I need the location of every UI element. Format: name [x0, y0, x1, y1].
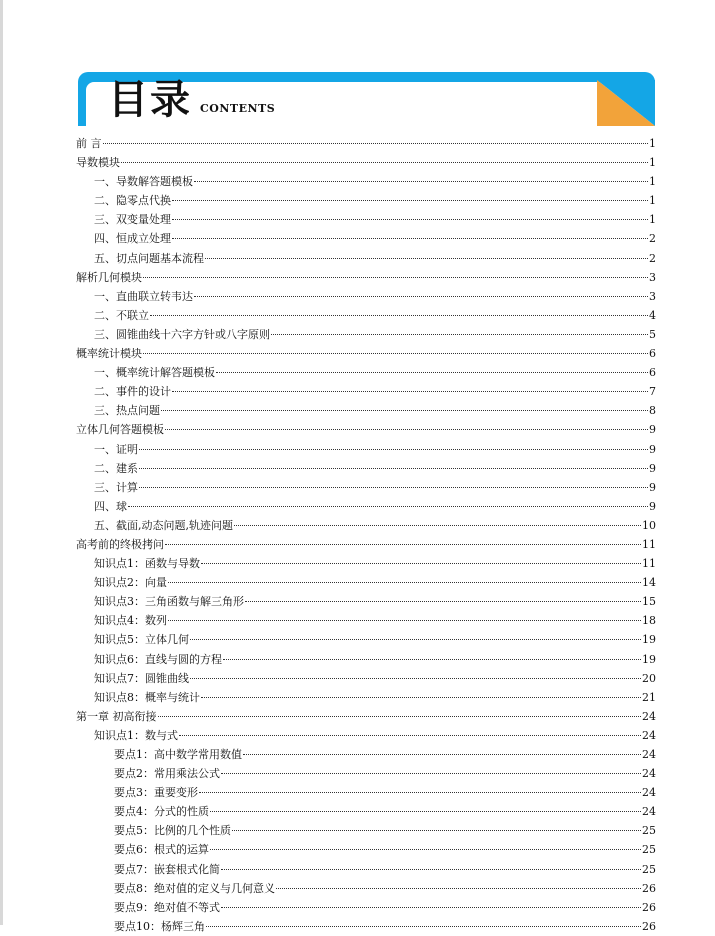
- toc-entry-label: 三、圆锥曲线十六字方针或八字原则: [94, 327, 270, 341]
- toc-entry[interactable]: [76, 382, 656, 401]
- toc-entry[interactable]: [76, 363, 656, 382]
- toc-entry[interactable]: [76, 535, 656, 554]
- toc-entry-label: 要点1：高中数学常用数值: [114, 748, 242, 761]
- toc-dot-leader: [103, 143, 649, 144]
- toc-dot-leader: [128, 506, 648, 507]
- toc-dot-leader: [139, 468, 648, 469]
- toc-entry-page: 4: [649, 308, 656, 322]
- toc-entry[interactable]: [76, 401, 656, 420]
- toc-dot-leader: [139, 487, 648, 488]
- toc-dot-leader: [206, 926, 641, 927]
- toc-dot-leader: [210, 811, 641, 812]
- toc-dot-leader: [271, 334, 648, 335]
- toc-entry-page: 5: [649, 327, 656, 341]
- toc-entry-label: 高考前的终极拷问: [76, 537, 164, 551]
- toc-entry-label: 导数模块: [76, 156, 120, 170]
- toc-entry-label: 二、建系: [94, 461, 138, 475]
- toc-entry-page: 8: [649, 404, 656, 418]
- toc-entry[interactable]: [76, 153, 656, 172]
- toc-entry-page: 19: [642, 633, 656, 647]
- toc-dot-leader: [221, 907, 641, 908]
- toc-entry-label: 三、热点问题: [94, 404, 160, 418]
- toc-entry-label: 一、证明: [94, 442, 138, 456]
- toc-dot-leader: [165, 544, 641, 545]
- toc-entry-page: 2: [649, 232, 656, 246]
- toc-entry-label: 二、隐零点代换: [94, 194, 171, 208]
- toc-entry-page: 1: [649, 175, 656, 189]
- toc-dot-leader: [223, 659, 641, 660]
- toc-entry-page: 3: [649, 289, 656, 303]
- toc-entry-label: 要点10：杨辉三角: [114, 919, 205, 933]
- toc-entry-page: 15: [642, 595, 656, 609]
- toc-entry[interactable]: [76, 497, 656, 516]
- toc-entry-label: 立体几何答题模板: [76, 423, 164, 437]
- toc-entry-label: 五、切点问题基本流程: [94, 251, 204, 265]
- page-edge: [0, 0, 3, 925]
- toc-entry-label: 二、事件的设计: [94, 385, 171, 399]
- toc-dot-leader: [232, 830, 641, 831]
- toc-dot-leader: [172, 200, 648, 201]
- toc-entry[interactable]: [76, 191, 656, 210]
- toc-entry-page: 19: [642, 652, 656, 666]
- toc-entry-page: 1: [649, 194, 656, 208]
- toc-entry-page: 11: [642, 557, 656, 571]
- toc-entry-page: 9: [649, 480, 656, 494]
- toc-entry-page: 24: [642, 748, 656, 761]
- toc-entry-label: 知识点1：函数与导数: [94, 557, 200, 571]
- toc-entry-page: 9: [649, 423, 656, 437]
- toc-entry-label: 知识点7：圆锥曲线: [94, 671, 189, 685]
- toc-entry-label: 二、不联立: [94, 308, 149, 322]
- toc-entry[interactable]: [76, 707, 656, 726]
- toc-entry-page: 9: [649, 499, 656, 513]
- toc-entry[interactable]: [76, 783, 656, 802]
- toc-dot-leader: [161, 410, 648, 411]
- toc-entry-page: 26: [642, 919, 656, 933]
- toc-dot-leader: [205, 258, 648, 259]
- toc-entry-page: 6: [649, 366, 656, 380]
- toc-entry-label: 一、直曲联立转韦达: [94, 289, 193, 303]
- toc-entry-page: 25: [642, 824, 656, 838]
- toc-entry-page: 1: [649, 156, 656, 170]
- toc-entry-label: 四、恒成立处理: [94, 232, 171, 246]
- toc-entry-label: 知识点4：数列: [94, 614, 167, 628]
- toc-dot-leader: [245, 601, 641, 602]
- toc-entry-label: 要点2：常用乘法公式: [114, 767, 220, 781]
- toc-entry[interactable]: [76, 592, 656, 611]
- toc-entry-page: 9: [649, 442, 656, 456]
- toc-entry[interactable]: [76, 268, 656, 287]
- toc-entry[interactable]: [76, 440, 656, 459]
- toc-entry[interactable]: [76, 478, 656, 497]
- toc-dot-leader: [168, 620, 641, 621]
- toc-entry-page: 20: [642, 671, 656, 685]
- toc-entry-label: 知识点3：三角函数与解三角形: [94, 595, 244, 609]
- toc-dot-leader: [194, 181, 648, 182]
- toc-dot-leader: [172, 238, 648, 239]
- toc-dot-leader: [201, 697, 641, 698]
- toc-dot-leader: [190, 639, 641, 640]
- toc-entry[interactable]: [76, 764, 656, 783]
- toc-entry[interactable]: [76, 420, 656, 439]
- toc-entry-label: 一、概率统计解答题模板: [94, 366, 215, 380]
- toc-dot-leader: [221, 869, 641, 870]
- toc-entry[interactable]: [76, 229, 656, 248]
- toc-entry[interactable]: [76, 306, 656, 325]
- toc-entry-label: 要点3：重要变形: [114, 786, 198, 800]
- toc-entry[interactable]: [76, 573, 656, 592]
- toc-dot-leader: [172, 391, 648, 392]
- toc-entry[interactable]: [76, 879, 656, 898]
- toc-entry-label: 一、导数解答题模板: [94, 175, 193, 189]
- toc-dot-leader: [158, 716, 642, 717]
- toc-entry-label: 知识点1：数与式: [94, 728, 178, 742]
- toc-dot-leader: [150, 315, 648, 316]
- toc-entry[interactable]: [76, 630, 656, 649]
- toc-entry-page: 26: [642, 900, 656, 914]
- toc-dot-leader: [199, 792, 641, 793]
- toc-entry[interactable]: [76, 650, 656, 669]
- toc-entry-label: 第一章 初高衔接: [76, 709, 157, 723]
- toc-entry-page: 3: [649, 270, 656, 284]
- toc-entry-page: 18: [642, 614, 656, 628]
- toc-entry-page: 25: [642, 862, 656, 876]
- toc-entry-page: 11: [642, 537, 656, 551]
- toc-entry-page: 21: [642, 690, 656, 704]
- toc-dot-leader: [165, 429, 648, 430]
- toc-entry[interactable]: [76, 860, 656, 879]
- toc-entry-label: 要点8：绝对值的定义与几何意义: [114, 881, 275, 895]
- toc-entry[interactable]: [76, 325, 656, 344]
- toc-dot-leader: [139, 449, 648, 450]
- toc-entry-label: 解析几何模块: [76, 270, 142, 284]
- toc-dot-leader: [194, 296, 648, 297]
- toc-entry-label: 前 言: [76, 137, 102, 150]
- toc-entry[interactable]: [76, 840, 656, 859]
- toc-dot-leader: [190, 678, 641, 679]
- table-of-contents: [76, 134, 656, 936]
- toc-entry[interactable]: [76, 802, 656, 821]
- toc-entry-page: 24: [642, 728, 656, 742]
- toc-dot-leader: [276, 888, 641, 889]
- page-subtitle: CONTENTS: [200, 102, 276, 115]
- toc-entry[interactable]: [76, 554, 656, 573]
- toc-entry[interactable]: [76, 688, 656, 707]
- toc-entry-label: 知识点8：概率与统计: [94, 690, 200, 704]
- toc-dot-leader: [172, 219, 648, 220]
- toc-entry[interactable]: [76, 516, 656, 535]
- toc-entry[interactable]: [76, 287, 656, 306]
- toc-entry-page: 24: [642, 805, 656, 819]
- toc-entry[interactable]: [76, 669, 656, 688]
- toc-dot-leader: [143, 353, 648, 354]
- toc-dot-leader: [216, 372, 648, 373]
- toc-entry-page: 1: [649, 213, 656, 227]
- toc-entry-label: 要点7：嵌套根式化简: [114, 862, 220, 876]
- toc-entry-label: 要点5：比例的几个性质: [114, 824, 231, 838]
- toc-entry-page: 14: [642, 576, 656, 590]
- toc-entry[interactable]: [76, 249, 656, 268]
- toc-entry[interactable]: [76, 917, 656, 936]
- toc-entry-page: 26: [642, 881, 656, 895]
- toc-entry[interactable]: [76, 134, 656, 153]
- toc-entry-page: 9: [649, 461, 656, 475]
- toc-entry-page: 24: [642, 709, 656, 723]
- contents-header: [78, 72, 655, 126]
- toc-dot-leader: [168, 582, 641, 583]
- toc-entry-label: 要点9：绝对值不等式: [114, 900, 220, 914]
- toc-entry[interactable]: [76, 344, 656, 363]
- toc-entry-label: 知识点5：立体几何: [94, 633, 189, 647]
- toc-dot-leader: [210, 849, 641, 850]
- toc-entry[interactable]: [76, 459, 656, 478]
- toc-entry-label: 要点6：根式的运算: [114, 843, 209, 857]
- toc-dot-leader: [179, 735, 641, 736]
- toc-entry-label: 要点4：分式的性质: [114, 805, 209, 819]
- corner-decoration-icon: [597, 80, 655, 126]
- toc-entry-label: 五、截面,动态问题,轨迹问题: [94, 518, 233, 532]
- toc-entry-page: 10: [642, 518, 656, 532]
- toc-dot-leader: [143, 277, 648, 278]
- toc-entry-page: 7: [649, 385, 656, 399]
- toc-entry[interactable]: [76, 726, 656, 745]
- toc-entry-page: 1: [649, 137, 656, 150]
- toc-dot-leader: [221, 773, 641, 774]
- toc-entry[interactable]: [76, 745, 656, 764]
- toc-entry[interactable]: [76, 821, 656, 840]
- toc-dot-leader: [201, 563, 641, 564]
- toc-entry-label: 三、双变量处理: [94, 213, 171, 227]
- toc-entry-label: 三、计算: [94, 480, 138, 494]
- toc-dot-leader: [234, 525, 641, 526]
- toc-entry[interactable]: [76, 172, 656, 191]
- toc-entry-page: 2: [649, 251, 656, 265]
- page-title: 目录: [108, 77, 192, 123]
- toc-entry-page: 6: [649, 347, 656, 361]
- toc-entry[interactable]: [76, 898, 656, 917]
- toc-entry-label: 知识点2：向量: [94, 576, 167, 590]
- toc-dot-leader: [243, 754, 641, 755]
- toc-entry-page: 24: [642, 786, 656, 800]
- toc-entry[interactable]: [76, 210, 656, 229]
- toc-entry[interactable]: [76, 611, 656, 630]
- toc-entry-label: 概率统计模块: [76, 347, 142, 361]
- toc-entry-label: 知识点6：直线与圆的方程: [94, 652, 222, 666]
- toc-entry-page: 25: [642, 843, 656, 857]
- toc-entry-label: 四、球: [94, 499, 127, 513]
- toc-entry-page: 24: [642, 767, 656, 781]
- toc-dot-leader: [121, 162, 648, 163]
